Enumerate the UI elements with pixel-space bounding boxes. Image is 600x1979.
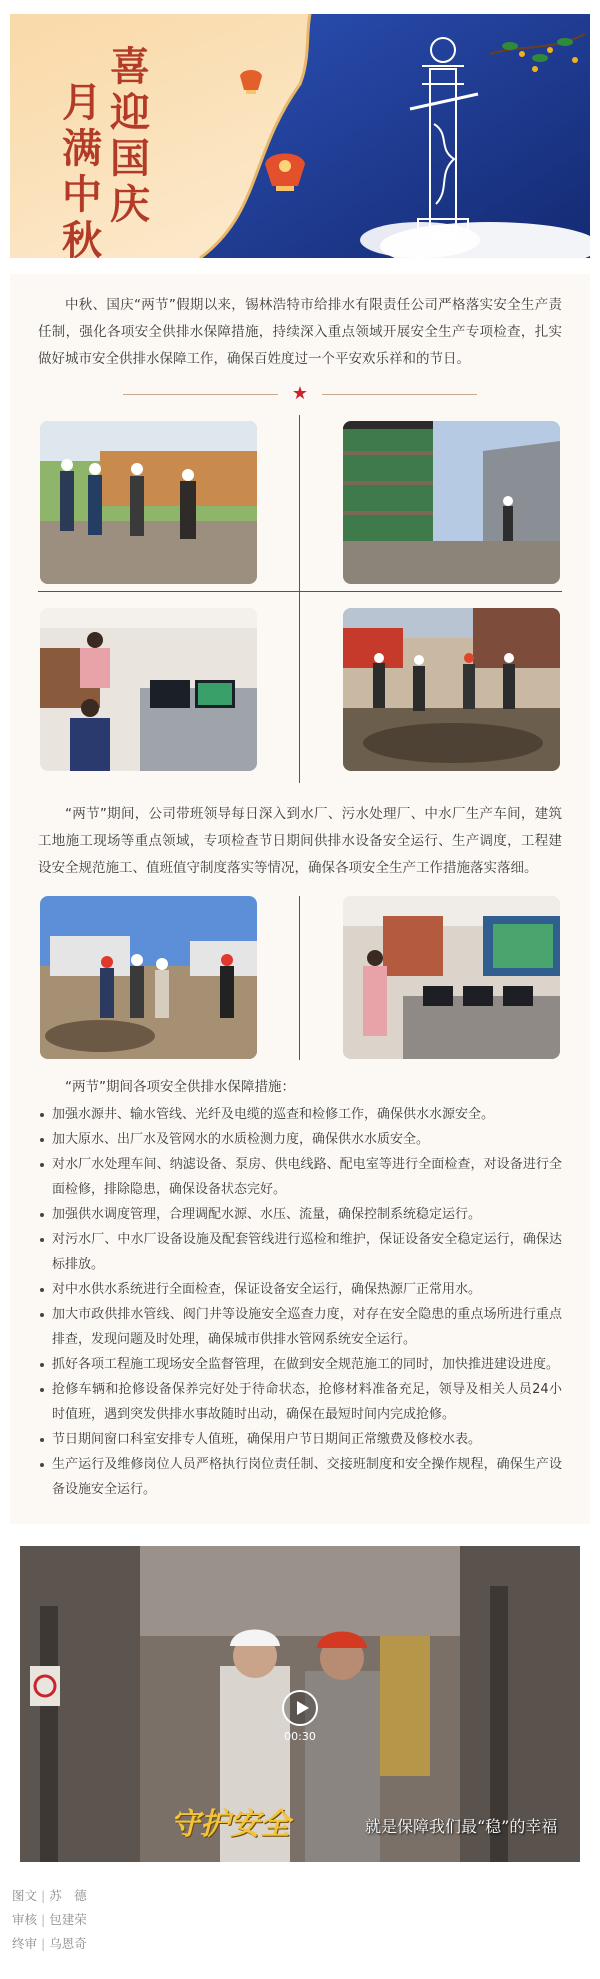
list-item <box>38 1277 562 1302</box>
photo-grid-duty <box>38 896 562 1060</box>
bullet-dot-icon <box>40 1438 44 1442</box>
list-item <box>38 1127 562 1152</box>
credit-label: 审核 <box>12 1912 38 1927</box>
banner-char: 喜 <box>110 43 150 90</box>
list-item-text: 加强水源井、输水管线、光纤及电缆的巡查和检修工作，确保供水水源安全。 <box>52 1107 495 1122</box>
credit-row-reviewer <box>12 1908 600 1932</box>
credit-separator: | <box>41 1888 46 1903</box>
list-item <box>38 1202 562 1227</box>
safety-video-player[interactable] <box>20 1546 580 1862</box>
list-item <box>38 1352 562 1377</box>
list-item-text: 抢修车辆和抢修设备保养完好处于待命状态，抢修材料准备充足，领导及相关人员24小时值班，遇到突发供排水事故随时出动，确保在最短时间内完成抢修。 <box>52 1382 562 1422</box>
intro-paragraph: 中秋、国庆“两节”假期以来，锡林浩特市给排水有限责任公司严格落实安全生产责任制，强化各项安全供排水保障措施，持续深入重点领域开展安全生产专项检查，扎实做好城市安全供排水保障工作，确保百姓度过一个平安欢乐祥和的节日。 <box>38 297 562 367</box>
banner-title <box>62 44 150 258</box>
divider-line <box>322 394 477 395</box>
list-item-text: 加大市政供排水管线、阀门井等设施安全巡查力度，对存在安全隐患的重点场所进行重点排查，发现问题及时处理，确保城市供排水管网系统安全运行。 <box>52 1307 562 1347</box>
photo-road-excavation[interactable] <box>343 608 560 771</box>
banner-title-left-column <box>62 80 102 258</box>
photo-field-check[interactable] <box>40 896 257 1059</box>
measures-title: “两节”期间各项安全供排水保障措施： <box>65 1079 295 1095</box>
banner-char: 月 <box>62 79 102 126</box>
list-item <box>38 1302 562 1352</box>
banner-char: 中 <box>62 171 102 218</box>
grid-divider-vertical <box>299 415 300 783</box>
list-item-text: 生产运行及维修岗位人员严格执行岗位责任制、交接班制度和安全操作规程，确保生产设备设施安全运行。 <box>52 1457 562 1497</box>
list-item <box>38 1102 562 1127</box>
list-item-text: 对污水厂、中水厂设备设施及配套管线进行巡检和维护，保证设备安全稳定运行，确保达标排放。 <box>52 1232 562 1272</box>
list-item-text: 节日期间窗口科室安排专人值班，确保用户节日期间正常缴费及修校水表。 <box>52 1432 482 1447</box>
measures-list <box>38 1102 562 1502</box>
banner-char: 秋 <box>62 217 102 258</box>
banner-char: 国 <box>110 135 150 182</box>
list-item-text: 加大原水、出厂水及管网水的水质检测力度，确保供水水质安全。 <box>52 1132 430 1147</box>
photo-site-inspection[interactable] <box>40 421 257 584</box>
bullet-dot-icon <box>40 1463 44 1467</box>
inspection-paragraph: “两节”期间，公司带班领导每日深入到水厂、污水处理厂、中水厂生产车间，建筑工地施工现场等重点领域，专项检查节日期间供排水设备安全运行、生产调度，工程建设安全规范施工、值班值守制度落实等情况，确保各项安全生产工作措施落实落细。 <box>38 806 562 876</box>
divider-line <box>123 394 278 395</box>
video-sub-slogan: 就是保障我们最“稳”的幸福 <box>365 1817 558 1836</box>
credit-row-final-reviewer <box>12 1932 600 1956</box>
play-button[interactable] <box>282 1690 318 1726</box>
bullet-dot-icon <box>40 1363 44 1367</box>
photo-dispatch-center[interactable] <box>343 896 560 1059</box>
bullet-dot-icon <box>40 1138 44 1142</box>
banner-char: 庆 <box>110 181 150 228</box>
credit-row-author <box>12 1884 600 1908</box>
photo-control-room[interactable] <box>40 608 257 771</box>
article-credits <box>12 1884 600 1970</box>
bullet-dot-icon <box>40 1388 44 1392</box>
star-divider <box>38 385 562 403</box>
list-item <box>38 1152 562 1202</box>
festival-banner <box>10 14 590 258</box>
bullet-dot-icon <box>40 1163 44 1167</box>
list-item-text: 加强供水调度管理，合理调配水源、水压、流量，确保控制系统稳定运行。 <box>52 1207 482 1222</box>
photo-grid-inspections <box>38 415 562 783</box>
article-card <box>10 274 590 1524</box>
star-icon: ★ <box>291 383 309 404</box>
credit-name: 苏 德 <box>49 1888 87 1903</box>
banner-title-right-column <box>110 44 150 258</box>
banner-char: 满 <box>62 125 102 172</box>
list-item <box>38 1452 562 1502</box>
bullet-dot-icon <box>40 1313 44 1317</box>
credit-separator: | <box>41 1912 46 1927</box>
list-item-text: 对水厂水处理车间、纳滤设备、泵房、供电线路、配电室等进行全面检查，对设备进行全面检修，排除隐患，确保设备状态完好。 <box>52 1157 562 1197</box>
list-item-text: 对中水供水系统进行全面检查，保证设备安全运行，确保热源厂正常用水。 <box>52 1282 482 1297</box>
list-item <box>38 1227 562 1277</box>
list-item <box>38 1427 562 1452</box>
list-item <box>38 1377 562 1427</box>
grid-divider-horizontal <box>38 591 562 592</box>
bullet-dot-icon <box>40 1113 44 1117</box>
credit-name: 乌恩奇 <box>49 1936 87 1951</box>
grid-divider-vertical <box>299 896 300 1060</box>
video-slogan: 守护安全 <box>170 1807 290 1842</box>
video-duration: 00:30 <box>284 1730 316 1743</box>
list-item-text: 抓好各项工程施工现场安全监督管理，在做到安全规范施工的同时，加快推进建设进度。 <box>52 1357 560 1372</box>
bullet-dot-icon <box>40 1288 44 1292</box>
bullet-dot-icon <box>40 1213 44 1217</box>
credit-separator: | <box>41 1936 46 1951</box>
bullet-dot-icon <box>40 1238 44 1242</box>
credit-label: 终审 <box>12 1936 38 1951</box>
credit-label: 图文 <box>12 1888 38 1903</box>
photo-construction-site[interactable] <box>343 421 560 584</box>
credit-name: 包建荣 <box>49 1912 87 1927</box>
banner-char: 迎 <box>110 89 150 136</box>
